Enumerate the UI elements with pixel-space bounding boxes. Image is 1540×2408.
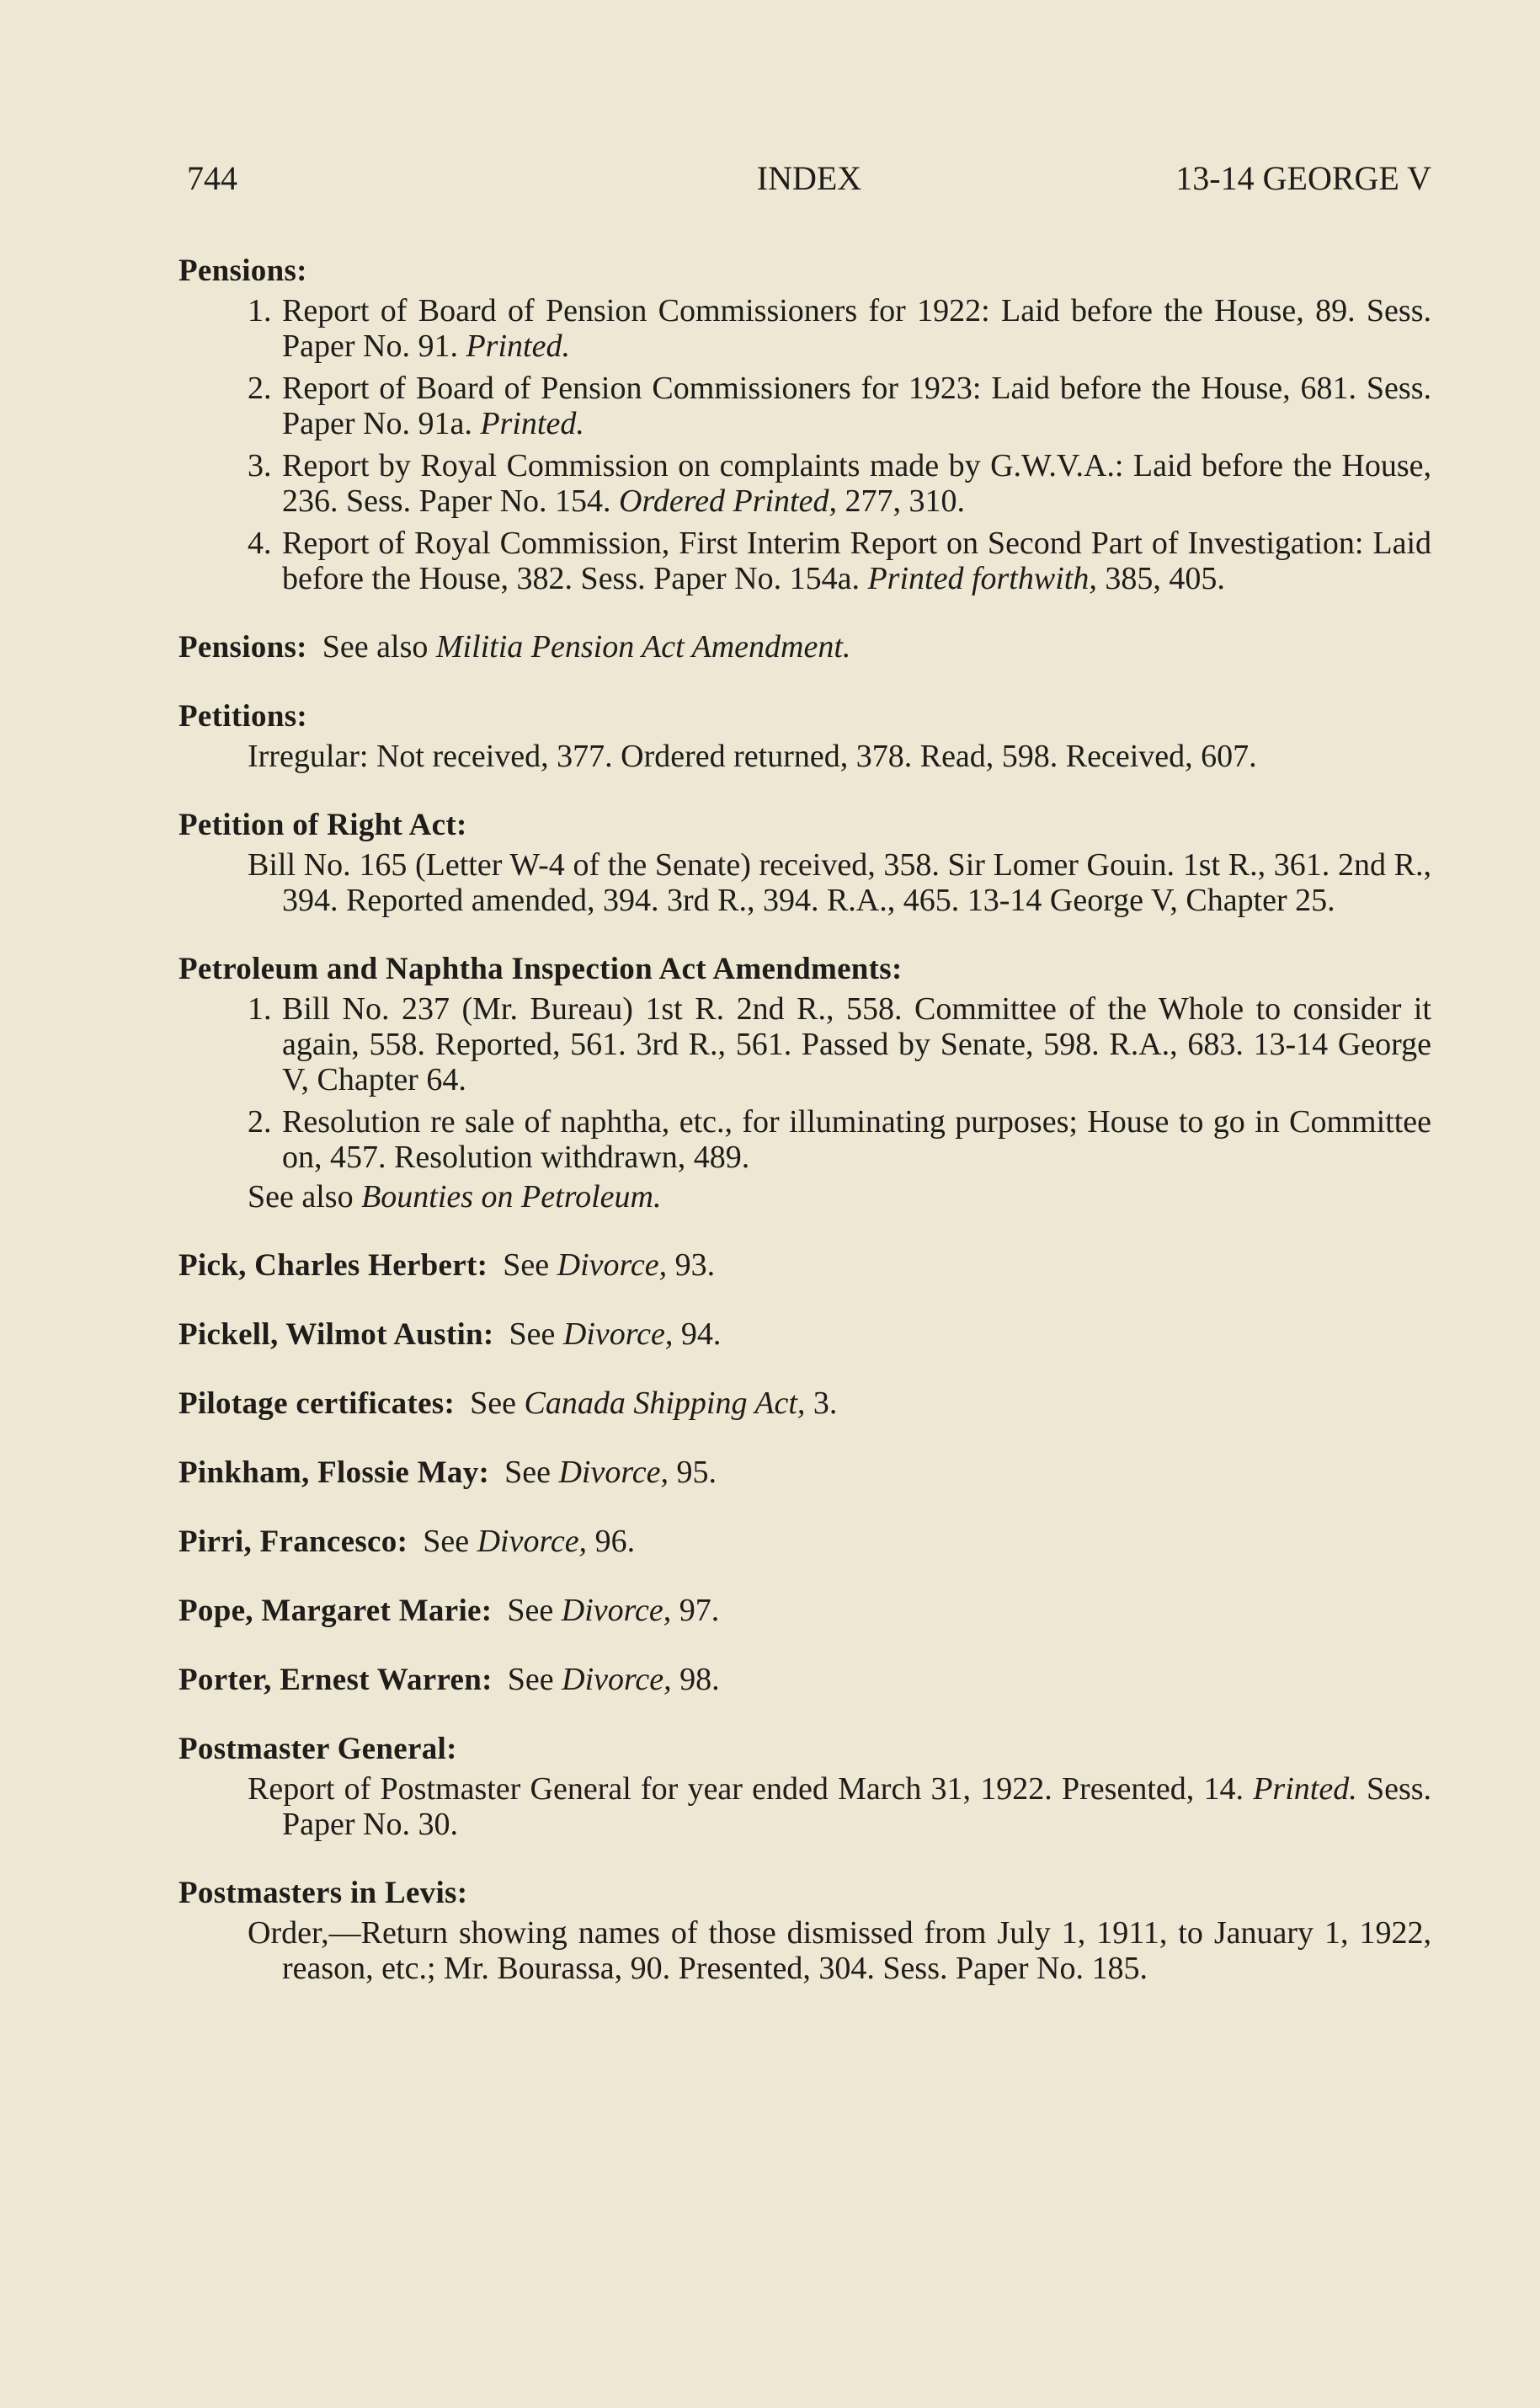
see-reference (503, 1247, 715, 1283)
index-entry (179, 629, 1431, 665)
entry-heading-line (179, 807, 1431, 843)
see-page: 95. (676, 1455, 717, 1490)
see-reference (508, 1662, 720, 1697)
item-italic: Printed. (480, 406, 584, 441)
entry-item (179, 293, 1431, 364)
entry-heading: Petition of Right Act: (179, 808, 467, 842)
item-number: 1. (248, 293, 272, 328)
index-entry (179, 1386, 1431, 1422)
item-text: Report of Postmaster General for year ended March 31, 1922. Presented, 14. (248, 1771, 1244, 1807)
item-text: Report of Royal Commission, First Interim Report on Second Part of Investigation: Laid before the House, 382. Sess. Paper No. 154a. (282, 526, 1431, 596)
see-target: Militia Pension Act Amendment. (435, 629, 851, 665)
see-reference (322, 629, 851, 665)
entry-heading-line (179, 1386, 1431, 1422)
page-header (187, 158, 1431, 209)
item-after: Sess. Paper No. 30. (282, 1771, 1432, 1842)
entry-item (179, 448, 1431, 519)
item-italic: Printed forthwith, (867, 561, 1097, 596)
page-number: 744 (187, 159, 237, 197)
index-entry (179, 1593, 1431, 1629)
entry-heading-line (179, 629, 1431, 665)
entry-heading-line (179, 1593, 1431, 1629)
entry-heading: Pirri, Francesco: (179, 1524, 408, 1559)
entry-heading: Petroleum and Naphtha Inspection Act Amendments: (179, 952, 903, 986)
entry-heading-line (179, 1524, 1431, 1560)
item-text: Report by Royal Commission on complaints made by G.W.V.A.: Laid before the House, 236. Sess. Paper No. 154. (282, 448, 1431, 519)
see-text: See (423, 1524, 470, 1559)
see-reference (509, 1316, 722, 1352)
see-text: See (509, 1316, 556, 1352)
item-text: Bill No. 237 (Mr. Bureau) 1st R. 2nd R., 558. Committee of the Whole to consider it again, 558. Reported, 561. 3rd R., 561. Passed by Senate, 598. R.A., 683. 13-14 George V, Chapter 64. (282, 991, 1431, 1097)
see-text: See (507, 1662, 554, 1697)
see-target: Bounties on Petroleum. (361, 1179, 662, 1215)
see-page: 3. (813, 1386, 838, 1421)
index-entry (179, 1455, 1431, 1491)
see-target: Divorce, (557, 1247, 668, 1283)
item-number: 3. (248, 448, 272, 483)
see-page: 94. (680, 1316, 722, 1352)
index-entry (179, 698, 1431, 774)
entry-heading: Pilotage certificates: (179, 1386, 456, 1421)
entry-heading-line (179, 951, 1431, 987)
index-entry (179, 951, 1431, 1215)
see-target: Divorce, (562, 1662, 672, 1697)
item-text: Order,—Return showing names of those dismissed from July 1, 1911, to January 1, 1922, reason, etc.; Mr. Bourassa, 90. Presented, 304. Sess. Paper No. 185. (248, 1915, 1431, 1986)
see-text: See also (322, 629, 429, 665)
item-text: Bill No. 165 (Letter W-4 of the Senate) received, 358. Sir Lomer Gouin. 1st R., 361. 2nd R., 394. Reported amended, 394. 3rd R., 394. R.A., 465. 13-14 George V, Chapter 25. (248, 847, 1431, 918)
index-entry (179, 1524, 1431, 1560)
entry-heading: Pickell, Wilmot Austin: (179, 1317, 494, 1352)
see-page: 97. (679, 1593, 720, 1628)
see-also-line (179, 1179, 1431, 1215)
see-reference (470, 1386, 837, 1421)
entry-heading: Pinkham, Flossie May: (179, 1455, 490, 1490)
entry-heading: Petitions: (179, 699, 308, 734)
index-entry (179, 1662, 1431, 1698)
entry-heading-line (179, 1455, 1431, 1491)
item-text: Irregular: Not received, 377. Ordered returned, 378. Read, 598. Received, 607. (248, 739, 1257, 774)
see-page: 98. (679, 1662, 720, 1697)
see-text: See (470, 1386, 516, 1421)
index-entry (179, 1731, 1431, 1842)
item-number: 2. (248, 371, 272, 406)
item-number: 2. (248, 1104, 272, 1140)
see-text: See (503, 1247, 550, 1283)
index-entry (179, 1316, 1431, 1353)
index-entry (179, 807, 1431, 918)
see-reference (507, 1593, 719, 1628)
see-page: 93. (674, 1247, 716, 1283)
index-entry (179, 1875, 1431, 1986)
see-target: Divorce, (561, 1593, 672, 1628)
entry-heading: Pick, Charles Herbert: (179, 1248, 488, 1283)
item-after: 385, 405. (1105, 561, 1225, 596)
index-entries (179, 253, 1431, 2019)
entry-heading-line (179, 1316, 1431, 1353)
see-reference (504, 1455, 717, 1490)
index-entry (179, 1247, 1431, 1284)
item-number: 4. (248, 526, 272, 561)
item-italic: Ordered Printed, (619, 483, 837, 519)
see-text: See (504, 1455, 551, 1490)
see-text: See (507, 1593, 554, 1628)
item-italic: Printed. (466, 328, 570, 364)
see-target: Divorce, (477, 1524, 588, 1559)
entry-heading: Postmasters in Levis: (179, 1876, 468, 1910)
entry-heading: Porter, Ernest Warren: (179, 1663, 493, 1697)
entry-heading-line (179, 1662, 1431, 1698)
entry-heading-line (179, 698, 1431, 734)
item-number: 1. (248, 991, 272, 1027)
entry-item (179, 526, 1431, 596)
entry-heading: Pope, Margaret Marie: (179, 1594, 493, 1628)
see-page: 96. (594, 1524, 636, 1559)
item-after: 277, 310. (845, 483, 965, 519)
page-title: INDEX (756, 159, 862, 197)
entry-heading: Pensions: (179, 254, 307, 288)
entry-item (179, 371, 1431, 441)
entry-item (179, 847, 1431, 918)
item-italic: Printed. (1253, 1771, 1357, 1807)
see-text: See also (248, 1179, 354, 1215)
item-text: Resolution re sale of naphtha, etc., for illuminating purposes; House to go in Committee on, 457. Resolution withdrawn, 489. (282, 1104, 1431, 1175)
entry-heading-line (179, 1875, 1431, 1911)
item-text: Report of Board of Pension Commissioners for 1923: Laid before the House, 681. Sess. Paper No. 91a. (282, 371, 1431, 441)
see-reference (423, 1524, 635, 1559)
index-entry (179, 253, 1431, 596)
entry-heading-line (179, 253, 1431, 289)
entry-heading: Postmaster General: (179, 1732, 457, 1766)
entry-heading-line (179, 1247, 1431, 1284)
entry-item (179, 739, 1431, 774)
see-target: Canada Shipping Act, (524, 1386, 806, 1421)
see-target: Divorce, (558, 1455, 669, 1490)
entry-item (179, 1771, 1431, 1842)
item-text: Report of Board of Pension Commissioners for 1922: Laid before the House, 89. Sess. Paper No. 91. (282, 293, 1431, 364)
entry-item (179, 991, 1431, 1097)
see-target: Divorce, (562, 1316, 674, 1352)
entry-item (179, 1104, 1431, 1175)
entry-item (179, 1915, 1431, 1986)
entry-heading: Pensions: (179, 630, 307, 665)
entry-heading-line (179, 1731, 1431, 1767)
running-head: 13-14 GEORGE V (1175, 159, 1431, 197)
